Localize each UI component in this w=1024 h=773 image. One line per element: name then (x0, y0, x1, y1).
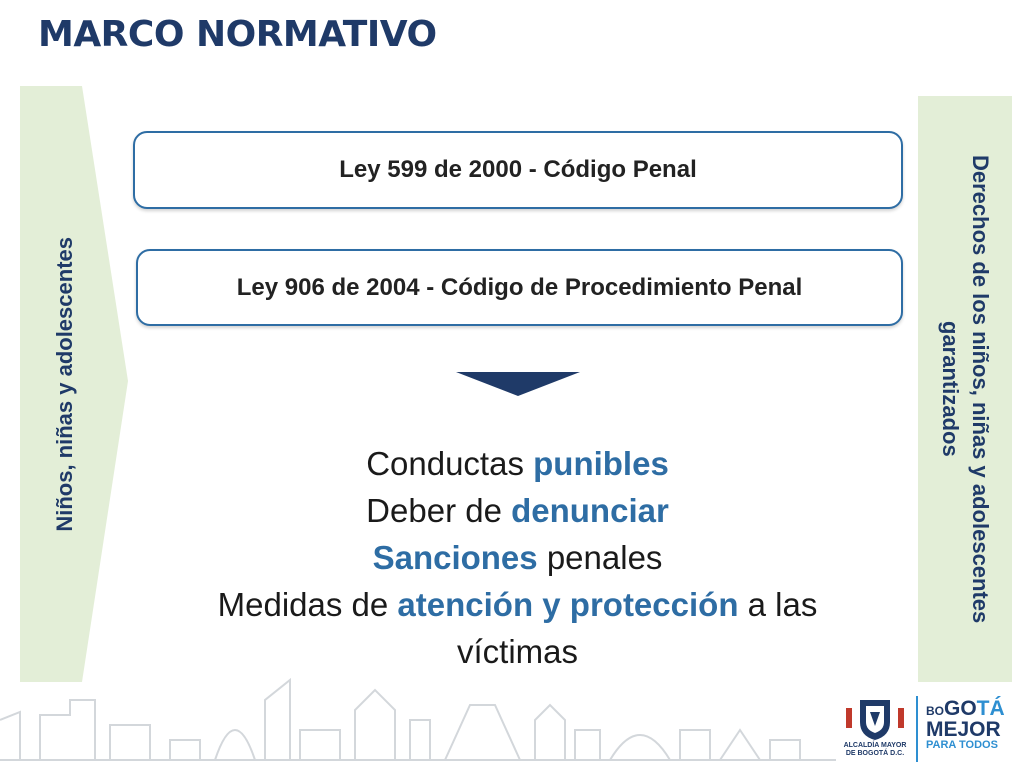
logo-area (836, 690, 1024, 768)
left-band-label-container (22, 86, 108, 682)
logo-divider (916, 696, 918, 762)
city-skyline-icon (0, 660, 836, 773)
consequence-line: Sanciones penales (372, 539, 663, 576)
page-title: MARCO NORMATIVO (38, 14, 437, 55)
law-label: Ley 906 de 2004 - Código de Procedimiento Penal (236, 273, 803, 301)
left-band-label: Niños, niñas y adolescentes (52, 236, 77, 532)
law-label: Ley 599 de 2000 - Código Penal (339, 156, 697, 183)
brand-logo: BOGOTÁ MEJOR PARA TODOS (926, 697, 1005, 751)
law-box-procedimiento-penal (136, 249, 903, 326)
consequences-list (170, 440, 865, 675)
consequence-line: Medidas de atención y protección a las (217, 586, 818, 623)
mayor-caption: ALCALDÍA MAYOR DE BOGOTÁ D.C. (843, 742, 907, 757)
right-band-label: Derechos de los niños, niñas y adolescentes garantizados (938, 154, 993, 624)
consequence-line: Conductas punibles (366, 445, 669, 482)
consequence-line: víctimas (456, 633, 578, 670)
law-box-codigo-penal (133, 131, 903, 209)
consequence-line: Deber de denunciar (366, 492, 669, 529)
right-band (918, 96, 1012, 682)
coat-of-arms-icon (846, 696, 904, 747)
chevron-down-icon (456, 372, 580, 403)
